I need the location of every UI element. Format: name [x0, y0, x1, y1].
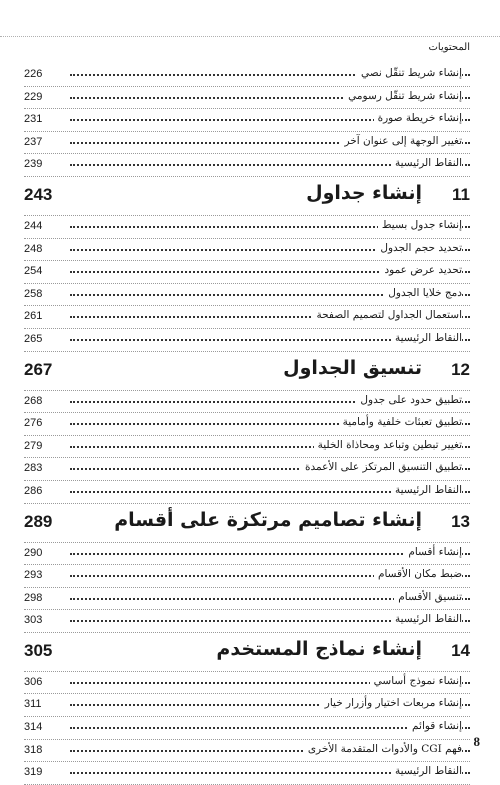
toc-entry[interactable]: [24, 543, 470, 566]
toc-entry[interactable]: [24, 216, 470, 239]
toc-entry-title: تحديد عرض عمود: [380, 264, 462, 276]
toc-chapter-12: [24, 352, 470, 504]
chapter-title: إنشاء نماذج المستخدم: [216, 637, 422, 660]
chapter-title: تنسيق الجداول: [283, 356, 422, 379]
toc-chapter-13: [24, 504, 470, 633]
toc-entry-page: 237: [24, 135, 43, 148]
chapter-page: 243: [24, 184, 53, 204]
toc-entry-page: 318: [24, 743, 43, 756]
toc-entry-page: 311: [24, 698, 42, 711]
toc-entry-title: النقاط الرئيسية: [391, 157, 462, 169]
toc-entry[interactable]: [24, 481, 470, 504]
toc-entry[interactable]: [24, 762, 470, 785]
table-of-contents: [24, 64, 470, 785]
chapter-page: 289: [24, 511, 53, 531]
toc-entry-title: إنشاء مربعات اختيار وأزرار خيار: [321, 697, 462, 709]
chapter-heading[interactable]: [24, 504, 470, 543]
toc-entry-page: 286: [24, 484, 43, 497]
toc-entry-page: 258: [24, 287, 43, 300]
toc-entry-title: فهم CGI والأدوات المتقدمة الأخرى: [304, 743, 462, 755]
toc-entry[interactable]: [24, 717, 470, 740]
toc-entry-page: 290: [24, 546, 43, 559]
toc-entry-page: 265: [24, 332, 43, 345]
toc-entry-title: إنشاء جدول بسيط: [378, 219, 462, 231]
toc-entry-title: إنشاء نموذج أساسي: [370, 675, 462, 687]
toc-entry-title: تحديد حجم الجدول: [376, 242, 462, 254]
toc-entry-page: 268: [24, 394, 43, 407]
toc-entry-page: 248: [24, 242, 43, 255]
toc-entry[interactable]: [24, 109, 470, 132]
toc-entry-title: تغيير تبطين وتباعد ومحاذاة الخلية: [314, 439, 462, 451]
running-head: المحتويات: [428, 42, 470, 53]
toc-entry[interactable]: [24, 132, 470, 155]
toc-entry-page: 276: [24, 417, 43, 430]
toc-entry-title: إنشاء شريط تنقّل رسومي: [344, 90, 462, 102]
toc-entry-title: تغيير الوجهة إلى عنوان آخر: [340, 135, 462, 147]
toc-chapter-14: [24, 633, 470, 785]
toc-entry[interactable]: [24, 458, 470, 481]
toc-entry[interactable]: [24, 87, 470, 110]
toc-entry[interactable]: [24, 391, 470, 414]
header-rule: [0, 36, 500, 37]
toc-entry[interactable]: [24, 413, 470, 436]
toc-entry-page: 293: [24, 569, 43, 582]
toc-entry-title: تطبيق التنسيق المرتكز على الأعمدة: [301, 461, 462, 473]
toc-entry[interactable]: [24, 261, 470, 284]
toc-entry-page: 231: [24, 113, 43, 126]
chapter-page: 267: [24, 359, 53, 379]
toc-entry-title: إنشاء قوائم: [408, 720, 462, 732]
toc-entry[interactable]: [24, 239, 470, 262]
toc-entry[interactable]: [24, 610, 470, 633]
toc-entry-title: النقاط الرئيسية: [391, 484, 462, 496]
chapter-heading[interactable]: [24, 633, 470, 672]
chapter-heading[interactable]: [24, 177, 470, 216]
toc-entry-title: تطبيق حدود على جدول: [356, 394, 462, 406]
chapter-title: إنشاء تصاميم مرتكزة على أقسام: [114, 508, 422, 531]
toc-entry-page: 229: [24, 90, 43, 103]
toc-entry-page: 298: [24, 591, 43, 604]
chapter-title: إنشاء جداول: [306, 181, 422, 204]
toc-entry-title: النقاط الرئيسية: [391, 765, 462, 777]
toc-entry-title: تطبيق تعبئات خلفية وأمامية: [339, 416, 462, 428]
toc-entry[interactable]: [24, 694, 470, 717]
toc-entry-page: 226: [24, 68, 43, 80]
toc-entry-page: 303: [24, 614, 43, 627]
toc-entry-page: 239: [24, 158, 43, 171]
page-number: 8: [473, 734, 480, 749]
toc-chapter-11: [24, 177, 470, 352]
toc-entry-title: استعمال الجداول لتصميم الصفحة: [312, 309, 462, 321]
toc-entry-title: إنشاء شريط تنقّل نصي: [357, 67, 462, 79]
toc-entry-page: 314: [24, 721, 43, 734]
toc-entry-page: 306: [24, 675, 43, 688]
toc-entry-page: 261: [24, 310, 43, 323]
toc-entry[interactable]: [24, 329, 470, 352]
toc-entry-page: 244: [24, 219, 43, 232]
chapter-heading[interactable]: [24, 352, 470, 391]
toc-entry-page: 254: [24, 265, 43, 278]
toc-entry-title: إنشاء خريطة صورة: [374, 112, 462, 124]
toc-entry-title: النقاط الرئيسية: [391, 613, 462, 625]
toc-entry[interactable]: [24, 284, 470, 307]
toc-entry[interactable]: [24, 154, 470, 177]
toc-entry-title: ضبط مكان الأقسام: [374, 568, 462, 580]
chapter-page: 305: [24, 640, 53, 660]
toc-entry[interactable]: [24, 672, 470, 695]
toc-entry[interactable]: [24, 436, 470, 459]
chapter-number: 14: [451, 640, 470, 660]
toc-entry[interactable]: [24, 565, 470, 588]
toc-entry-page: 319: [24, 766, 43, 779]
toc-entry[interactable]: [24, 64, 470, 87]
chapter-number: 13: [451, 511, 470, 531]
toc-section-continued: [24, 64, 470, 177]
toc-entry-title: إنشاء أقسام: [404, 546, 462, 558]
toc-entry-page: 283: [24, 462, 43, 475]
toc-entry-title: تنسيق الأقسام: [394, 591, 462, 603]
toc-entry[interactable]: [24, 740, 470, 763]
chapter-number: 12: [451, 359, 470, 379]
toc-entry-title: النقاط الرئيسية: [391, 332, 462, 344]
toc-entry-title: دمج خلايا الجدول: [384, 287, 462, 299]
toc-entry[interactable]: [24, 588, 470, 611]
toc-entry-page: 279: [24, 439, 43, 452]
toc-entry[interactable]: [24, 306, 470, 329]
chapter-number: 11: [452, 184, 470, 204]
